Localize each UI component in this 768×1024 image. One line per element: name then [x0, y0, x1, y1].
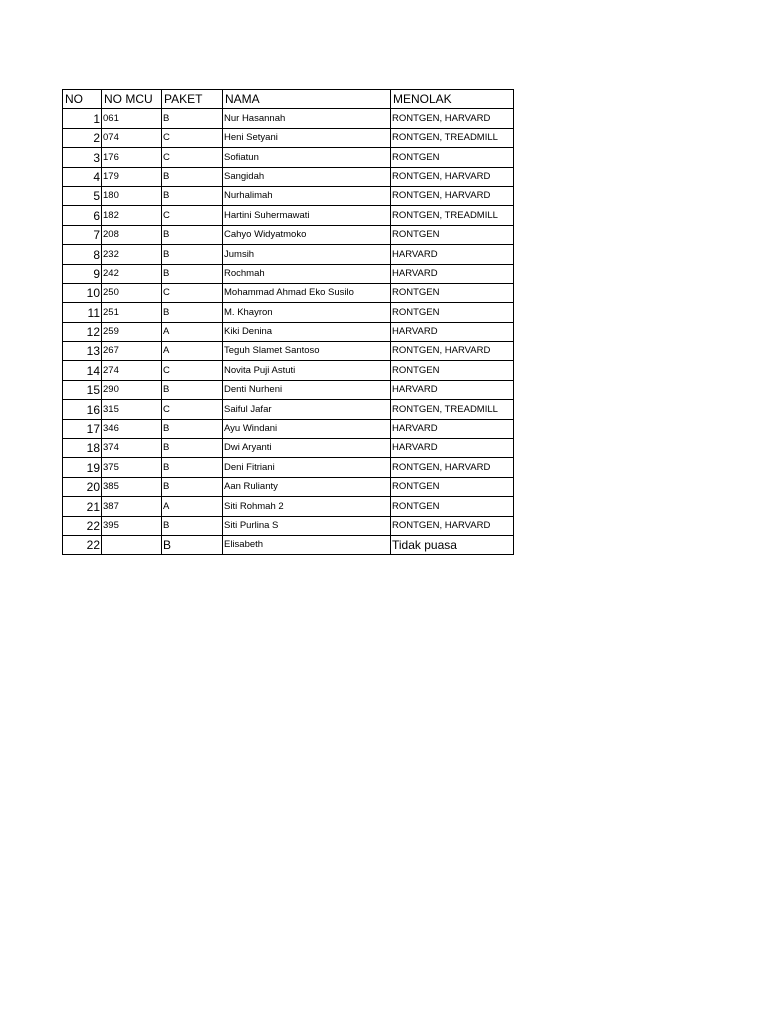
cell-menolak: Tidak puasa — [391, 535, 514, 554]
cell-no-mcu: 251 — [102, 303, 162, 322]
cell-no: 1 — [63, 109, 102, 128]
cell-no: 2 — [63, 128, 102, 147]
cell-menolak: HARVARD — [391, 419, 514, 438]
cell-no: 22 — [63, 535, 102, 554]
cell-nama: Novita Puji Astuti — [223, 361, 391, 380]
cell-paket: C — [162, 206, 223, 225]
cell-paket: C — [162, 361, 223, 380]
cell-paket: B — [162, 477, 223, 496]
cell-nama: Siti Rohmah 2 — [223, 497, 391, 516]
table-row — [63, 419, 514, 438]
cell-nama: Aan Rulianty — [223, 477, 391, 496]
cell-nama: Kiki Denina — [223, 322, 391, 341]
header-nama: NAMA — [223, 90, 391, 109]
cell-paket: B — [162, 439, 223, 458]
cell-menolak: RONTGEN — [391, 225, 514, 244]
cell-paket: B — [162, 264, 223, 283]
cell-menolak: RONTGEN, HARVARD — [391, 516, 514, 535]
cell-menolak: RONTGEN, TREADMILL — [391, 128, 514, 147]
header-paket: PAKET — [162, 90, 223, 109]
table-row — [63, 303, 514, 322]
cell-paket: B — [162, 535, 223, 554]
table-row — [63, 264, 514, 283]
cell-paket: B — [162, 186, 223, 205]
cell-no-mcu: 242 — [102, 264, 162, 283]
cell-no: 13 — [63, 342, 102, 361]
cell-no: 21 — [63, 497, 102, 516]
cell-no: 19 — [63, 458, 102, 477]
cell-no: 4 — [63, 167, 102, 186]
cell-no: 14 — [63, 361, 102, 380]
cell-menolak: RONTGEN, HARVARD — [391, 458, 514, 477]
cell-paket: B — [162, 516, 223, 535]
cell-menolak: HARVARD — [391, 380, 514, 399]
cell-menolak: HARVARD — [391, 245, 514, 264]
cell-no: 17 — [63, 419, 102, 438]
cell-nama: Nur Hasannah — [223, 109, 391, 128]
cell-menolak: RONTGEN — [391, 361, 514, 380]
cell-menolak: RONTGEN — [391, 497, 514, 516]
cell-no-mcu: 385 — [102, 477, 162, 496]
cell-nama: Ayu Windani — [223, 419, 391, 438]
table-row — [63, 206, 514, 225]
table-row — [63, 148, 514, 167]
cell-no-mcu: 346 — [102, 419, 162, 438]
table-row — [63, 400, 514, 419]
cell-no-mcu: 232 — [102, 245, 162, 264]
cell-paket: B — [162, 458, 223, 477]
table-row — [63, 477, 514, 496]
cell-no: 10 — [63, 283, 102, 302]
cell-no-mcu: 274 — [102, 361, 162, 380]
header-row — [63, 90, 514, 109]
cell-nama: Sofiatun — [223, 148, 391, 167]
table-row — [63, 342, 514, 361]
cell-nama: M. Khayron — [223, 303, 391, 322]
cell-no-mcu: 290 — [102, 380, 162, 399]
cell-nama: Siti Purlina S — [223, 516, 391, 535]
cell-paket: B — [162, 419, 223, 438]
header-no: NO — [63, 90, 102, 109]
cell-no: 20 — [63, 477, 102, 496]
cell-no-mcu: 250 — [102, 283, 162, 302]
table-row — [63, 322, 514, 341]
table-row — [63, 186, 514, 205]
header-menolak: MENOLAK — [391, 90, 514, 109]
cell-no: 3 — [63, 148, 102, 167]
cell-no: 5 — [63, 186, 102, 205]
cell-no: 6 — [63, 206, 102, 225]
refusal-table — [62, 89, 514, 555]
table-row — [63, 535, 514, 554]
table-row — [63, 245, 514, 264]
cell-paket: B — [162, 303, 223, 322]
cell-paket: C — [162, 148, 223, 167]
cell-nama: Dwi Aryanti — [223, 439, 391, 458]
cell-menolak: HARVARD — [391, 264, 514, 283]
cell-nama: Heni Setyani — [223, 128, 391, 147]
cell-no-mcu: 315 — [102, 400, 162, 419]
cell-paket: B — [162, 167, 223, 186]
cell-menolak: RONTGEN — [391, 283, 514, 302]
table-body — [63, 109, 514, 555]
cell-menolak: RONTGEN, TREADMILL — [391, 400, 514, 419]
cell-no-mcu: 176 — [102, 148, 162, 167]
cell-nama: Deni Fitriani — [223, 458, 391, 477]
table-row — [63, 361, 514, 380]
table-row — [63, 283, 514, 302]
cell-no-mcu: 387 — [102, 497, 162, 516]
cell-paket: C — [162, 128, 223, 147]
cell-nama: Cahyo Widyatmoko — [223, 225, 391, 244]
table-row — [63, 167, 514, 186]
cell-no-mcu: 180 — [102, 186, 162, 205]
cell-nama: Hartini Suhermawati — [223, 206, 391, 225]
cell-no: 15 — [63, 380, 102, 399]
table-row — [63, 516, 514, 535]
cell-menolak: RONTGEN, HARVARD — [391, 186, 514, 205]
cell-menolak: HARVARD — [391, 322, 514, 341]
cell-menolak: RONTGEN, HARVARD — [391, 167, 514, 186]
cell-paket: B — [162, 245, 223, 264]
cell-no: 9 — [63, 264, 102, 283]
cell-paket: C — [162, 283, 223, 302]
cell-no-mcu: 375 — [102, 458, 162, 477]
cell-no-mcu: 182 — [102, 206, 162, 225]
cell-no-mcu — [102, 535, 162, 554]
cell-nama: Sangidah — [223, 167, 391, 186]
cell-no: 8 — [63, 245, 102, 264]
cell-menolak: HARVARD — [391, 439, 514, 458]
cell-paket: B — [162, 380, 223, 399]
cell-no-mcu: 395 — [102, 516, 162, 535]
cell-menolak: RONTGEN — [391, 148, 514, 167]
cell-no-mcu: 179 — [102, 167, 162, 186]
table-row — [63, 439, 514, 458]
cell-nama: Elisabeth — [223, 535, 391, 554]
table-row — [63, 380, 514, 399]
table-row — [63, 458, 514, 477]
cell-nama: Jumsih — [223, 245, 391, 264]
cell-no: 22 — [63, 516, 102, 535]
cell-no: 12 — [63, 322, 102, 341]
cell-paket: A — [162, 322, 223, 341]
cell-nama: Mohammad Ahmad Eko Susilo — [223, 283, 391, 302]
table-header — [63, 90, 514, 109]
table-row — [63, 109, 514, 128]
table-row — [63, 497, 514, 516]
cell-paket: A — [162, 342, 223, 361]
cell-paket: A — [162, 497, 223, 516]
cell-menolak: RONTGEN, HARVARD — [391, 342, 514, 361]
cell-no-mcu: 061 — [102, 109, 162, 128]
cell-no-mcu: 259 — [102, 322, 162, 341]
cell-no-mcu: 267 — [102, 342, 162, 361]
cell-no: 18 — [63, 439, 102, 458]
cell-no: 11 — [63, 303, 102, 322]
cell-menolak: RONTGEN, HARVARD — [391, 109, 514, 128]
cell-menolak: RONTGEN, TREADMILL — [391, 206, 514, 225]
cell-no: 16 — [63, 400, 102, 419]
cell-no-mcu: 208 — [102, 225, 162, 244]
table-row — [63, 128, 514, 147]
cell-nama: Teguh Slamet Santoso — [223, 342, 391, 361]
cell-no-mcu: 074 — [102, 128, 162, 147]
cell-paket: B — [162, 109, 223, 128]
cell-paket: C — [162, 400, 223, 419]
cell-menolak: RONTGEN — [391, 477, 514, 496]
cell-nama: Nurhalimah — [223, 186, 391, 205]
cell-no: 7 — [63, 225, 102, 244]
cell-no-mcu: 374 — [102, 439, 162, 458]
cell-nama: Rochmah — [223, 264, 391, 283]
cell-menolak: RONTGEN — [391, 303, 514, 322]
cell-paket: B — [162, 225, 223, 244]
table-row — [63, 225, 514, 244]
cell-nama: Saiful Jafar — [223, 400, 391, 419]
header-no-mcu: NO MCU — [102, 90, 162, 109]
cell-nama: Denti Nurheni — [223, 380, 391, 399]
